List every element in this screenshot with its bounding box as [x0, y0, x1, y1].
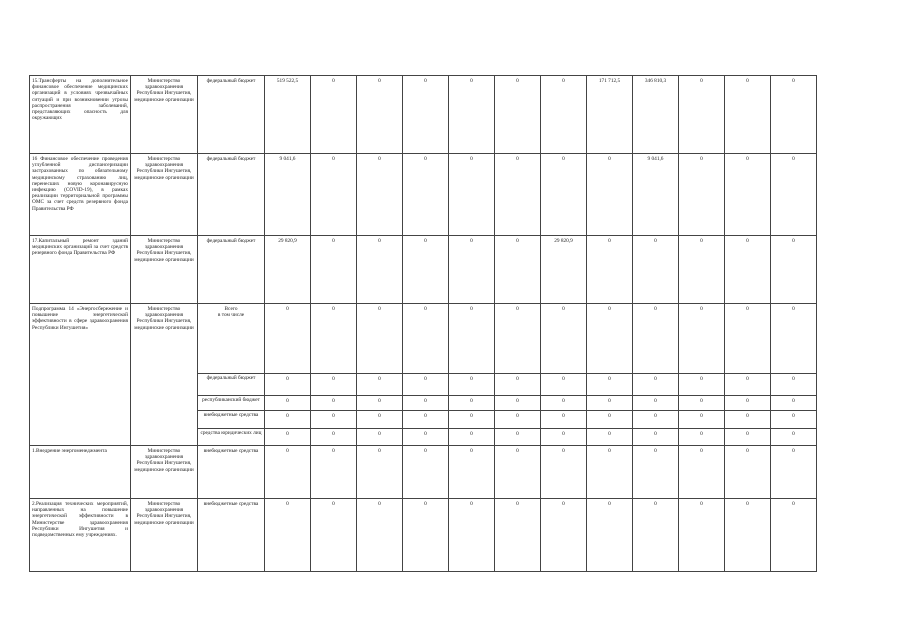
value-cell: 0 [403, 374, 449, 396]
table-row [30, 76, 817, 154]
value-cell: 0 [311, 446, 357, 499]
value-cell: 0 [357, 76, 403, 154]
executor-cell: Министерство здравоохранения Республики Ингушетия, медицинские организации [131, 304, 198, 446]
value-cell: 0 [357, 154, 403, 236]
value-cell: 0 [495, 396, 541, 411]
value-cell: 0 [587, 446, 633, 499]
value-cell: 0 [587, 396, 633, 411]
value-cell: 0 [725, 499, 771, 572]
value-cell: 519 522,5 [265, 76, 311, 154]
value-cell: 0 [771, 76, 817, 154]
value-cell: 0 [495, 154, 541, 236]
value-cell: 0 [679, 429, 725, 446]
value-cell: 0 [265, 499, 311, 572]
value-cell: 0 [771, 374, 817, 396]
value-cell: 0 [633, 374, 679, 396]
value-cell: 0 [449, 304, 495, 374]
value-cell: 0 [357, 411, 403, 429]
value-cell: 0 [495, 76, 541, 154]
value-cell: 0 [633, 446, 679, 499]
value-cell: 0 [725, 304, 771, 374]
value-cell: 0 [679, 499, 725, 572]
funding-source: средства юридических лиц [198, 429, 265, 446]
value-cell: 0 [311, 499, 357, 572]
value-cell: 171 712,5 [587, 76, 633, 154]
funding-source: федеральный бюджет [198, 374, 265, 396]
value-cell: 0 [541, 76, 587, 154]
value-cell: 0 [587, 429, 633, 446]
value-cell: 0 [403, 304, 449, 374]
table-row [30, 154, 817, 236]
value-cell: 0 [679, 236, 725, 304]
value-cell: 0 [449, 396, 495, 411]
value-cell: 9 041,6 [633, 154, 679, 236]
value-cell: 0 [725, 76, 771, 154]
value-cell: 0 [679, 396, 725, 411]
value-cell: 0 [771, 411, 817, 429]
funding-source: Всего в том числе [198, 304, 265, 374]
value-cell: 0 [633, 499, 679, 572]
table-row [30, 499, 817, 572]
value-cell: 0 [265, 374, 311, 396]
table-row [30, 236, 817, 304]
value-cell: 0 [541, 396, 587, 411]
value-cell: 0 [679, 411, 725, 429]
funding-source: внебюджетные средства [198, 446, 265, 499]
value-cell: 0 [311, 304, 357, 374]
value-cell: 0 [449, 429, 495, 446]
value-cell: 0 [265, 304, 311, 374]
value-cell: 29 820,9 [265, 236, 311, 304]
value-cell: 0 [679, 304, 725, 374]
value-cell: 0 [541, 411, 587, 429]
value-cell: 0 [679, 374, 725, 396]
value-cell: 0 [541, 499, 587, 572]
value-cell: 0 [311, 396, 357, 411]
value-cell: 0 [449, 76, 495, 154]
value-cell: 0 [495, 236, 541, 304]
value-cell: 0 [771, 154, 817, 236]
value-cell: 0 [725, 154, 771, 236]
value-cell: 0 [403, 396, 449, 411]
value-cell: 0 [495, 429, 541, 446]
table-row [30, 446, 817, 499]
value-cell: 0 [357, 236, 403, 304]
value-cell: 0 [725, 429, 771, 446]
value-cell: 0 [633, 304, 679, 374]
value-cell: 0 [771, 236, 817, 304]
value-cell: 0 [265, 429, 311, 446]
value-cell: 0 [265, 411, 311, 429]
measure-name: 1.Внедрение энергоменеджмента [30, 446, 131, 499]
value-cell: 0 [633, 429, 679, 446]
value-cell: 0 [679, 76, 725, 154]
executor-cell: Министерство здравоохранения Республики Ингушетия, медицинские организации [131, 236, 198, 304]
value-cell: 0 [725, 396, 771, 411]
executor-cell: Министерство здравоохранения Республики Ингушетия, медицинские организации [131, 499, 198, 572]
measure-name: 15.Трансферты на дополнительное финансовое обеспечение медицинских организаций в условиях чрезвычайных ситуаций и при возникновении угрозы распространения заболеваний, представляющих опасность для окружающих [30, 76, 131, 154]
value-cell: 0 [725, 446, 771, 499]
value-cell: 0 [633, 411, 679, 429]
value-cell: 0 [725, 374, 771, 396]
value-cell: 0 [495, 411, 541, 429]
value-cell: 0 [311, 429, 357, 446]
funding-source: федеральный бюджет [198, 154, 265, 236]
value-cell: 0 [357, 446, 403, 499]
funding-source: республиканский бюджет [198, 396, 265, 411]
table-body [30, 76, 817, 572]
value-cell: 0 [771, 429, 817, 446]
value-cell: 0 [449, 374, 495, 396]
value-cell: 0 [495, 499, 541, 572]
value-cell: 0 [587, 411, 633, 429]
value-cell: 0 [587, 499, 633, 572]
value-cell: 0 [449, 446, 495, 499]
value-cell: 0 [495, 374, 541, 396]
value-cell: 0 [495, 446, 541, 499]
value-cell: 0 [265, 396, 311, 411]
value-cell: 0 [771, 396, 817, 411]
value-cell: 0 [771, 499, 817, 572]
value-cell: 0 [403, 411, 449, 429]
value-cell: 0 [403, 499, 449, 572]
value-cell: 0 [587, 374, 633, 396]
value-cell: 0 [403, 76, 449, 154]
funding-source: внебюджетные средства [198, 411, 265, 429]
value-cell: 0 [449, 411, 495, 429]
value-cell: 0 [357, 499, 403, 572]
value-cell: 0 [587, 304, 633, 374]
table-row [30, 304, 817, 374]
value-cell: 0 [587, 236, 633, 304]
value-cell: 0 [541, 374, 587, 396]
value-cell: 0 [725, 411, 771, 429]
value-cell: 0 [311, 411, 357, 429]
value-cell: 0 [311, 76, 357, 154]
funding-source: федеральный бюджет [198, 76, 265, 154]
value-cell: 0 [403, 429, 449, 446]
measure-name: 16 Финансовое обеспечение проведения углубленной диспансеризации застрахованных по обязательному медицинскому страхованию лиц, перенесших новую коронавирусную инфекцию (COVID-19), в рамках реализации территориальной программы ОМС за счет средств резервного фонда Правительства РФ [30, 154, 131, 236]
value-cell: 0 [357, 396, 403, 411]
value-cell: 0 [403, 154, 449, 236]
value-cell: 0 [311, 374, 357, 396]
funding-source: внебюджетные средства [198, 499, 265, 572]
value-cell: 0 [725, 236, 771, 304]
value-cell: 0 [541, 429, 587, 446]
value-cell: 9 041,6 [265, 154, 311, 236]
measure-name: 2.Реализация технических мероприятий, направленных на повышение энергетической эффективности в Министерстве здравоохранения Республики Ингушетия и подведомственных ему учреждениях. [30, 499, 131, 572]
value-cell: 29 820,9 [541, 236, 587, 304]
value-cell: 0 [403, 236, 449, 304]
value-cell: 346 810,3 [633, 76, 679, 154]
executor-cell: Министерство здравоохранения Республики Ингушетия, медицинские организации [131, 154, 198, 236]
value-cell: 0 [357, 429, 403, 446]
value-cell: 0 [633, 396, 679, 411]
value-cell: 0 [679, 446, 725, 499]
budget-table [29, 75, 817, 572]
executor-cell: Министерство здравоохранения Республики Ингушетия, медицинские организации [131, 446, 198, 499]
value-cell: 0 [541, 154, 587, 236]
value-cell: 0 [541, 304, 587, 374]
value-cell: 0 [357, 374, 403, 396]
value-cell: 0 [495, 304, 541, 374]
value-cell: 0 [587, 154, 633, 236]
value-cell: 0 [449, 236, 495, 304]
funding-source: федеральный бюджет [198, 236, 265, 304]
value-cell: 0 [771, 446, 817, 499]
value-cell: 0 [449, 154, 495, 236]
value-cell: 0 [403, 446, 449, 499]
value-cell: 0 [633, 236, 679, 304]
value-cell: 0 [357, 304, 403, 374]
value-cell: 0 [265, 446, 311, 499]
executor-cell: Министерство здравоохранения Республики Ингушетия, медицинские организации [131, 76, 198, 154]
value-cell: 0 [311, 236, 357, 304]
subprogram-name: Подпрограмма 14 «Энергосбережение и повышение энергетической эффективности в сфере здравоохранения Республики Ингушетия» [30, 304, 131, 446]
value-cell: 0 [771, 304, 817, 374]
measure-name: 17.Капитальный ремонт зданий медицинских организаций за счет средств резервного фонда Правительства РФ [30, 236, 131, 304]
value-cell: 0 [311, 154, 357, 236]
value-cell: 0 [449, 499, 495, 572]
value-cell: 0 [679, 154, 725, 236]
value-cell: 0 [541, 446, 587, 499]
